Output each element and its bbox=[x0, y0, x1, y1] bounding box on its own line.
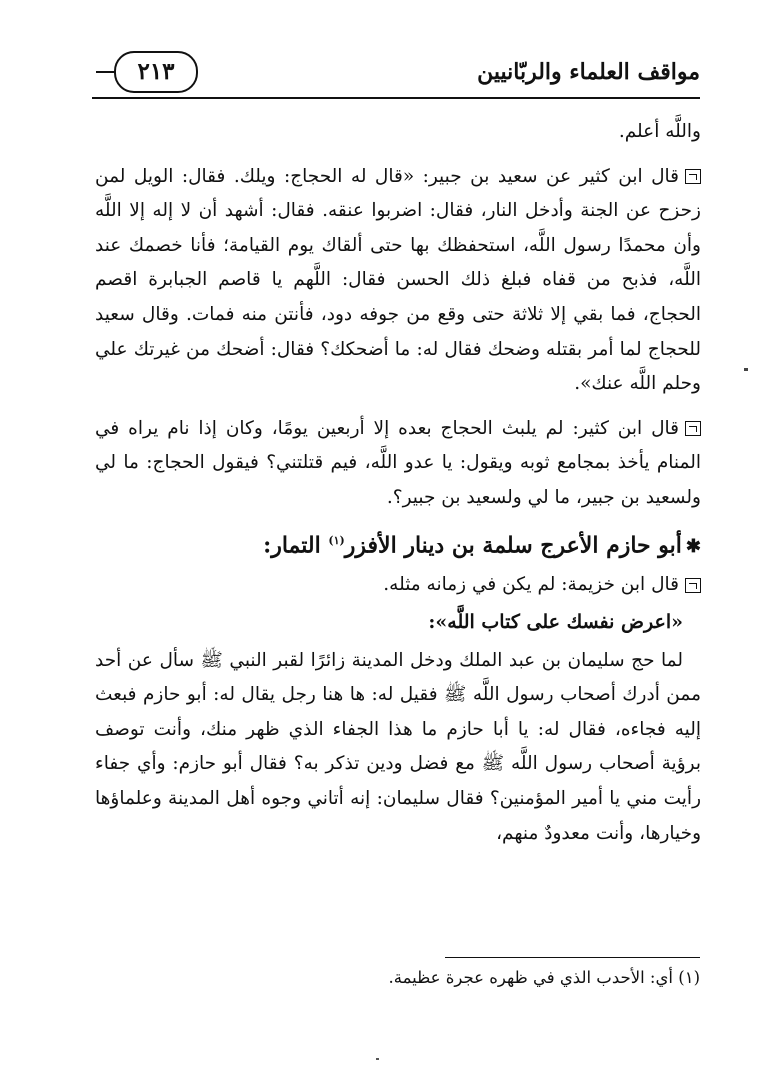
intro-line: واللَّه أعلم. bbox=[618, 121, 701, 142]
asterisk-icon: ✱ bbox=[685, 535, 701, 557]
square-bullet-icon bbox=[685, 169, 701, 184]
scan-speck bbox=[376, 1058, 379, 1060]
footnote: (١) أي: الأحدب الذي في ظهره عجرة عظيمة. bbox=[388, 968, 700, 987]
section-title bbox=[95, 524, 701, 565]
paragraph-4: لما حج سليمان بن عبد الملك ودخل المدينة زائرًا لقبر النبي ﷺ سأل عن أحد ممن أدرك أصحاب رسول اللَّه ﷺ فقيل له: ها هنا رجل يقال له: أبو حازم فبعث إليه فجاءه، فقال له: يا أبا حازم ما هذا الجفاء الذي ظهر منك، وأنت توصف برؤية أصحاب رسول اللَّه ﷺ مع فضل ودين تذكر به؟ فقال أبو حازم: وأي جفاء رأيت مني يا أمير المؤمنين؟ فقال سليمان: إنه أتاني وجوه أهل المدينة وعلماؤها وخيارها، وأنت معدودٌ منهم، bbox=[95, 649, 701, 844]
section-title-text: أبو حازم الأعرج سلمة بن دينار الأفزر bbox=[344, 531, 682, 558]
footnote-divider bbox=[445, 957, 700, 958]
section-title-suffix: التمار: bbox=[263, 531, 321, 558]
scan-speck bbox=[744, 368, 748, 371]
page-number: ٢١٣ bbox=[114, 51, 198, 93]
page-body bbox=[95, 115, 701, 851]
subtitle: «اعرض نفسك على كتاب اللَّه»: bbox=[428, 611, 683, 634]
square-bullet-icon bbox=[685, 578, 701, 593]
footnote-marker: (١) bbox=[328, 533, 345, 547]
header-divider bbox=[92, 97, 700, 99]
paragraph-3: قال ابن خزيمة: لم يكن في زمانه مثله. bbox=[95, 568, 701, 603]
square-bullet-icon bbox=[685, 421, 701, 436]
paragraph-1: قال ابن كثير عن سعيد بن جبير: «قال له الحجاج: ويلك. فقال: الويل لمن زحزح عن الجنة وأدخل النار، فقال: اضربوا عنقه. فقال: أشهد أن لا إله إلا اللَّه وأن محمدًا رسول اللَّه، استحفظك بها حتى ألقاك يوم القيامة؛ فأنا خصمك عند اللَّه، فذبح من قفاه فبلغ ذلك الحسن فقال: اللَّهم يا قاصم الجبابرة اقصم الحجاج، فما بقي إلا ثلاثة حتى وقع من جوفه دود، فأنتن منه فمات. وقال سعيد للحجاج لما أمر بقتله وضحك فقال له: ما أضحكك؟ فقال: أضحك من غيرتك علي وحلم اللَّه عنك». bbox=[95, 165, 701, 395]
page-header bbox=[92, 45, 700, 100]
running-title: مواقف العلماء والربّانيين bbox=[477, 59, 700, 85]
paragraph-2: قال ابن كثير: لم يلبث الحجاج بعده إلا أربعين يومًا، وكان إذا نام يراه في المنام يأخذ بمجامع ثوبه ويقول: يا عدو اللَّه، فيم قتلتني؟ فيقول الحجاج: ما لي ولسعيد بن جبير، ما لي ولسعيد بن جبير؟. bbox=[95, 417, 701, 508]
